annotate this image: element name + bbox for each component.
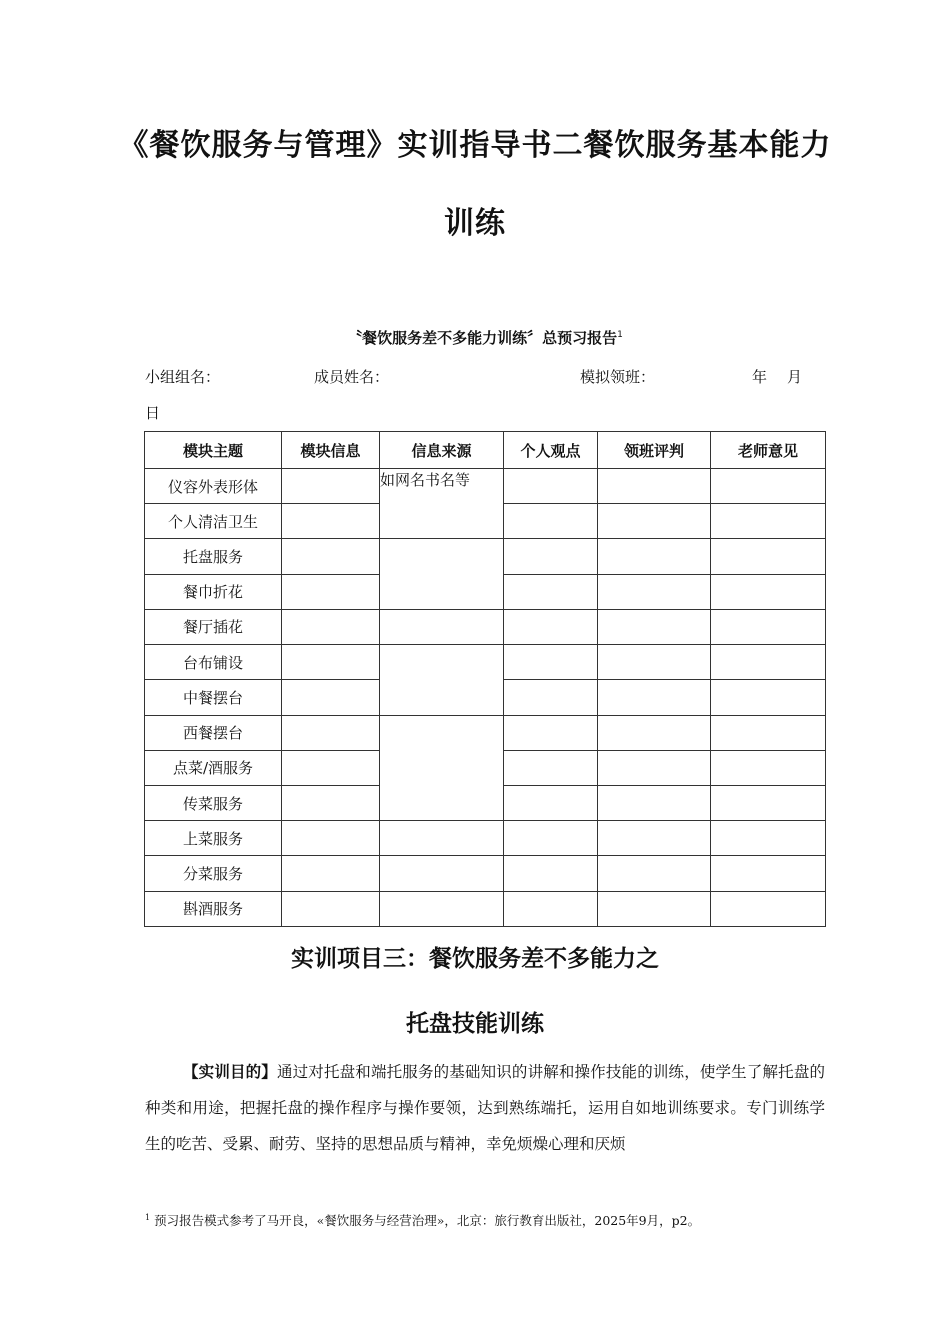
teacher-opinion-cell bbox=[711, 609, 826, 644]
table-row bbox=[145, 469, 826, 504]
teacher-opinion-cell bbox=[711, 574, 826, 609]
leader-judgment-cell bbox=[598, 469, 711, 504]
document-title-line1: 《餐饮服务与管理》实训指导书二餐饮服务基本能力 bbox=[118, 128, 832, 163]
header-module-info: 模块信息 bbox=[282, 432, 380, 469]
leader-judgment-cell bbox=[598, 821, 711, 856]
info-source-cell bbox=[380, 891, 504, 926]
module-info-cell bbox=[282, 891, 380, 926]
table-row bbox=[145, 856, 826, 891]
teacher-opinion-cell bbox=[711, 504, 826, 539]
info-source-cell bbox=[380, 821, 504, 856]
table-row bbox=[145, 891, 826, 926]
table-header-row bbox=[145, 432, 826, 469]
leader-judgment-cell bbox=[598, 750, 711, 785]
module-cell: 点菜/酒服务 bbox=[145, 750, 282, 785]
leader-judgment-cell bbox=[598, 645, 711, 680]
personal-view-cell bbox=[504, 891, 598, 926]
personal-view-cell bbox=[504, 785, 598, 820]
module-info-cell bbox=[282, 645, 380, 680]
module-cell: 个人清洁卫生 bbox=[145, 504, 282, 539]
personal-view-cell bbox=[504, 645, 598, 680]
module-info-cell bbox=[282, 785, 380, 820]
teacher-opinion-cell bbox=[711, 539, 826, 574]
info-source-cell bbox=[380, 539, 504, 609]
info-source-cell bbox=[380, 645, 504, 715]
footnote-text: 预习报告模式参考了马开良，«餐饮服务与经营治理»，北京：旅行教育出版社，2025年9月，p2。 bbox=[154, 1213, 701, 1228]
personal-view-cell bbox=[504, 504, 598, 539]
module-info-cell bbox=[282, 680, 380, 715]
module-cell: 中餐摆台 bbox=[145, 680, 282, 715]
module-info-cell bbox=[282, 856, 380, 891]
module-info-cell bbox=[282, 504, 380, 539]
teacher-opinion-cell bbox=[711, 469, 826, 504]
member-names-label: 成员姓名： bbox=[314, 368, 390, 386]
group-name-label: 小组组名： bbox=[145, 368, 221, 386]
module-cell: 斟酒服务 bbox=[145, 891, 282, 926]
header-teacher-opinion: 老师意见 bbox=[711, 432, 826, 469]
leader-judgment-cell bbox=[598, 856, 711, 891]
training-objective-body: 通过对托盘和端托服务的基础知识的讲解和操作技能的训练，使学生了解托盘的种类和用途，把握托盘的操作程序与操作要领，达到熟练端托，运用自如地训练要求。专门训练学生的吃苦、受累、耐劳、坚持的思想品质与精神，幸免烦燥心理和厌烦 bbox=[145, 1063, 825, 1153]
module-cell: 餐巾折花 bbox=[145, 574, 282, 609]
section-title-line2: 托盘技能训练 bbox=[406, 1011, 544, 1037]
table-row bbox=[145, 821, 826, 856]
teacher-opinion-cell bbox=[711, 821, 826, 856]
month-label: 月 bbox=[787, 368, 803, 386]
document-title-line2: 训练 bbox=[444, 206, 506, 241]
leader-judgment-cell bbox=[598, 785, 711, 820]
module-cell: 传菜服务 bbox=[145, 785, 282, 820]
report-title-text: 〝餐饮服务差不多能力训练〞总预习报告 bbox=[347, 329, 618, 347]
personal-view-cell bbox=[504, 469, 598, 504]
table-row bbox=[145, 715, 826, 750]
table-row bbox=[145, 609, 826, 644]
teacher-opinion-cell bbox=[711, 680, 826, 715]
leader-judgment-cell bbox=[598, 504, 711, 539]
header-leader-judgment: 领班评判 bbox=[598, 432, 711, 469]
personal-view-cell bbox=[504, 680, 598, 715]
teacher-opinion-cell bbox=[711, 856, 826, 891]
header-module-topic: 模块主题 bbox=[145, 432, 282, 469]
personal-view-cell bbox=[504, 574, 598, 609]
leader-judgment-cell bbox=[598, 891, 711, 926]
teacher-opinion-cell bbox=[711, 645, 826, 680]
leader-judgment-cell bbox=[598, 539, 711, 574]
module-cell: 餐厅插花 bbox=[145, 609, 282, 644]
module-cell: 台布铺设 bbox=[145, 645, 282, 680]
teacher-opinion-cell bbox=[711, 785, 826, 820]
module-info-cell bbox=[282, 574, 380, 609]
teacher-opinion-cell bbox=[711, 891, 826, 926]
leader-judgment-cell bbox=[598, 715, 711, 750]
info-source-cell bbox=[380, 609, 504, 644]
personal-view-cell bbox=[504, 609, 598, 644]
personal-view-cell bbox=[504, 856, 598, 891]
info-source-cell bbox=[380, 715, 504, 821]
personal-view-cell bbox=[504, 750, 598, 785]
module-info-cell bbox=[282, 750, 380, 785]
header-personal-view: 个人观点 bbox=[504, 432, 598, 469]
leader-judgment-cell bbox=[598, 574, 711, 609]
module-info-cell bbox=[282, 715, 380, 750]
teacher-opinion-cell bbox=[711, 750, 826, 785]
training-objective-lead: 【实训目的】 bbox=[183, 1063, 277, 1081]
day-label: 日 bbox=[145, 404, 161, 422]
module-info-cell bbox=[282, 609, 380, 644]
report-footnote-marker: 1 bbox=[617, 330, 623, 340]
info-source-cell: 如网名书名等 bbox=[380, 469, 504, 539]
module-cell: 托盘服务 bbox=[145, 539, 282, 574]
module-cell: 西餐摆台 bbox=[145, 715, 282, 750]
personal-view-cell bbox=[504, 539, 598, 574]
teacher-opinion-cell bbox=[711, 715, 826, 750]
module-info-cell bbox=[282, 539, 380, 574]
leader-judgment-cell bbox=[598, 680, 711, 715]
team-leader-label: 模拟领班： bbox=[580, 368, 656, 386]
module-info-cell bbox=[282, 469, 380, 504]
personal-view-cell bbox=[504, 715, 598, 750]
header-info-source: 信息来源 bbox=[380, 432, 504, 469]
year-label: 年 bbox=[752, 368, 768, 386]
info-source-cell bbox=[380, 856, 504, 891]
footnote-marker: 1 bbox=[145, 1212, 151, 1222]
section-title-line1: 实训项目三：餐饮服务差不多能力之 bbox=[291, 946, 659, 972]
leader-judgment-cell bbox=[598, 609, 711, 644]
personal-view-cell bbox=[504, 821, 598, 856]
preview-report-table bbox=[144, 431, 826, 927]
module-cell: 分菜服务 bbox=[145, 856, 282, 891]
table-row bbox=[145, 539, 826, 574]
module-cell: 仪容外表形体 bbox=[145, 469, 282, 504]
module-cell: 上菜服务 bbox=[145, 821, 282, 856]
footnote bbox=[145, 1211, 700, 1229]
table-row bbox=[145, 645, 826, 680]
report-title bbox=[145, 327, 825, 348]
training-objective-paragraph bbox=[145, 1054, 825, 1162]
module-info-cell bbox=[282, 821, 380, 856]
